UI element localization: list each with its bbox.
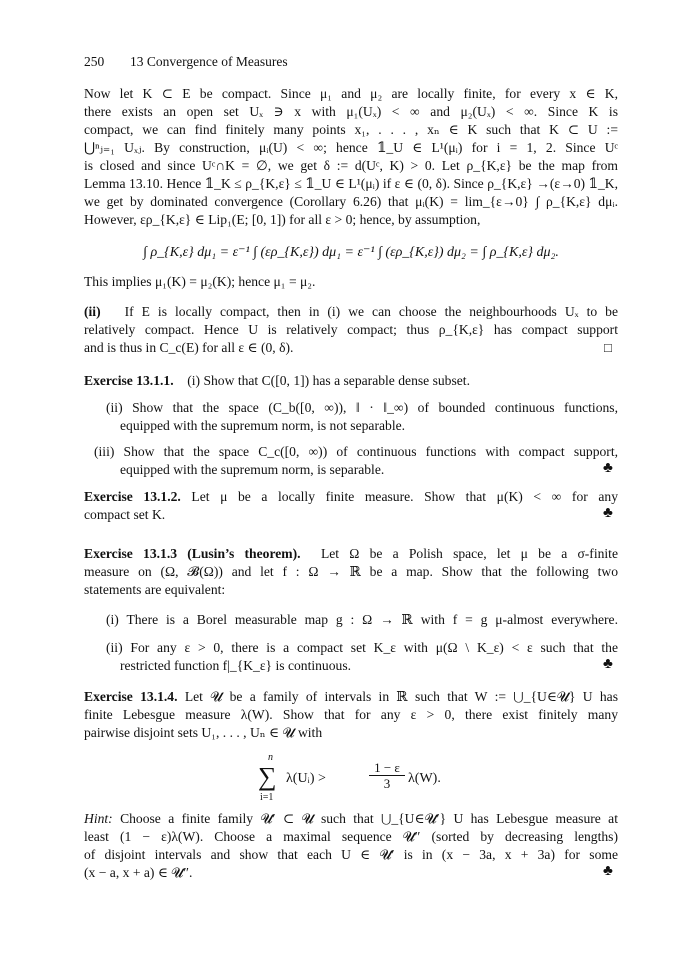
text-span: Let μ be a locally finite measure. Show that μ(K) < ∞ for any: [191, 489, 618, 504]
part-label: (ii): [84, 304, 101, 319]
text-line: statements are equivalent:: [84, 582, 226, 597]
text-line: Now let K ⊂ E be compact. Since μ₁ and μ₂ are locally finite, for every x ∈ K,: [84, 86, 618, 101]
text-line: finite Lebesgue measure λ(W). Show that for any ε > 0, there exist finitely many: [84, 707, 618, 722]
text-line: relatively compact. Hence U is relatively compact; thus ρ_{K,ε} has compact support: [84, 322, 618, 337]
text-line: we get by dominated convergence (Corollary 6.26) that μᵢ(K) = lim_{ε→0} ∫ ρ_{K,ε} dμᵢ.: [84, 194, 618, 209]
display-equation: ∫ ρ_{K,ε} dμ₁ = ε⁻¹ ∫ (ερ_{K,ε}) dμ₁ = ε⁻¹ ∫ (ερ_{K,ε}) dμ₂ = ∫ ρ_{K,ε} dμ₂.: [143, 245, 559, 260]
list-item: [94, 444, 618, 460]
club-icon: ♣: [603, 505, 613, 521]
exercise-title: Exercise 13.1.1.: [84, 373, 174, 388]
item-label: (ii): [106, 400, 123, 415]
text-line: Lemma 13.10. Hence 𝟙_K ≤ ρ_{K,ε} ≤ 𝟙_U ∈ L¹(μᵢ) if ε ∈ (0, δ). Since ρ_{K,ε} →(ε→0) 𝟙_K,: [84, 176, 618, 191]
exercise-heading-line: [84, 689, 618, 705]
text-line: least (1 − ε)λ(W). Choose a maximal sequence 𝓤″ (sorted by decreasing lengths): [84, 829, 618, 844]
club-icon: ♣: [603, 863, 613, 879]
club-icon: ♣: [603, 460, 613, 476]
item-label: (iii): [94, 444, 115, 459]
exercise-title: Exercise 13.1.3 (Lusin’s theorem).: [84, 546, 301, 561]
text-line: equipped with the supremum norm, is not separable.: [120, 418, 406, 433]
proof-conclusion: This implies μ₁(K) = μ₂(K); hence μ₁ = μ₂.: [84, 274, 316, 289]
list-item: [106, 640, 618, 656]
sum-equation: [258, 752, 458, 808]
text-line: measure on (Ω, 𝓑(Ω)) and let f : Ω → ℝ be a map. Show that the following two: [84, 564, 618, 579]
text-line: compact, we can find finitely many points x₁, . . . , xₙ ∈ K such that K ⊂ U :=: [84, 122, 618, 137]
list-item: [106, 400, 618, 416]
chapter-title: 13 Convergence of Measures: [130, 54, 288, 69]
exercise-title: Exercise 13.1.2.: [84, 489, 181, 504]
equation-rhs: λ(W).: [408, 771, 441, 786]
text-span: If E is locally compact, then in (i) we can choose the neighbourhoods Uₓ to be: [124, 304, 618, 319]
exercise-heading-line: [84, 373, 618, 389]
text-line: is closed and since Uᶜ∩K = ∅, we get δ := d(Uᶜ, K) > 0. Let ρ_{K,ε} be the map from: [84, 158, 618, 173]
item-label: (i): [187, 373, 201, 388]
text-span: Let Ω be a Polish space, let μ be a σ-finite: [320, 546, 618, 561]
text-line: ⋃ⁿⱼ₌₁ Uₓⱼ. By construction, μᵢ(U) < ∞; hence 𝟙_U ∈ L¹(μᵢ) for i = 1, 2. Since Uᶜ: [84, 140, 618, 155]
text-line: restricted function f|_{K_ε} is continuous.: [120, 658, 352, 673]
fraction: [369, 760, 405, 791]
text-line: pairwise disjoint sets U₁, . . . , Uₙ ∈ 𝓤 with: [84, 725, 323, 740]
exercise-heading-line: [84, 489, 618, 505]
item-text: Show that the space C_c([0, ∞)) of continuous functions with compact support,: [123, 444, 618, 459]
item-text: For any ε > 0, there is a compact set K_ε with μ(Ω \ K_ε) < ε such that the: [130, 640, 618, 655]
exercise-heading-line: [84, 546, 618, 562]
item-text: There is a Borel measurable map g : Ω → ℝ with f = g μ-almost everywhere.: [126, 612, 618, 627]
fraction-denominator: 3: [383, 776, 391, 791]
running-head: [84, 54, 288, 70]
exercise-title: Exercise 13.1.4.: [84, 689, 178, 704]
item-label: (i): [106, 612, 119, 627]
text-line: of disjoint intervals and show that each U ∈ 𝓤′ is in (x − 3a, x + 3a) for some: [84, 847, 618, 862]
text-span: Choose a finite family 𝓤′ ⊂ 𝓤 such that ⋃_{U∈𝓤′} U has Lebesgue measure at: [120, 811, 618, 826]
text-line: there exists an open set Uₓ ∋ x with μ₁(Uₓ) < ∞ and μ₂(Uₓ) < ∞. Since K is: [84, 104, 618, 119]
sum-summand: λ(Uᵢ) >: [286, 771, 326, 786]
club-icon: ♣: [603, 656, 613, 672]
text-line: However, ερ_{K,ε} ∈ Lip₁(E; [0, 1]) for all ε > 0; hence, by assumption,: [84, 212, 481, 227]
list-item: [106, 612, 618, 628]
fraction-numerator: 1 − ε: [369, 760, 405, 776]
page-number: 250: [84, 54, 105, 69]
item-label: (ii): [106, 640, 123, 655]
text-line: equipped with the supremum norm, is separable.: [120, 462, 385, 477]
item-text: Show that C([0, 1]) has a separable dense subset.: [203, 373, 470, 388]
item-text: Show that the space (C_b([0, ∞)), ‖ · ‖_∞) of bounded continuous functions,: [132, 400, 618, 415]
sum-lower-limit: i=1: [260, 792, 274, 803]
sigma-icon: ∑: [258, 762, 277, 791]
hint-line: [84, 811, 618, 827]
qed-square-icon: □: [604, 340, 612, 355]
text-line: [84, 304, 618, 320]
text-line: and is thus in C_c(E) for all ε ∈ (0, δ).: [84, 340, 294, 355]
text-span: Let 𝓤 be a family of intervals in ℝ such that W := ⋃_{U∈𝓤} U has: [184, 689, 619, 704]
hint-label: Hint:: [84, 811, 113, 826]
text-line: compact set K.: [84, 507, 166, 522]
sum-upper-limit: n: [268, 752, 273, 763]
text-line: (x − a, x + a) ∈ 𝓤″.: [84, 865, 193, 880]
